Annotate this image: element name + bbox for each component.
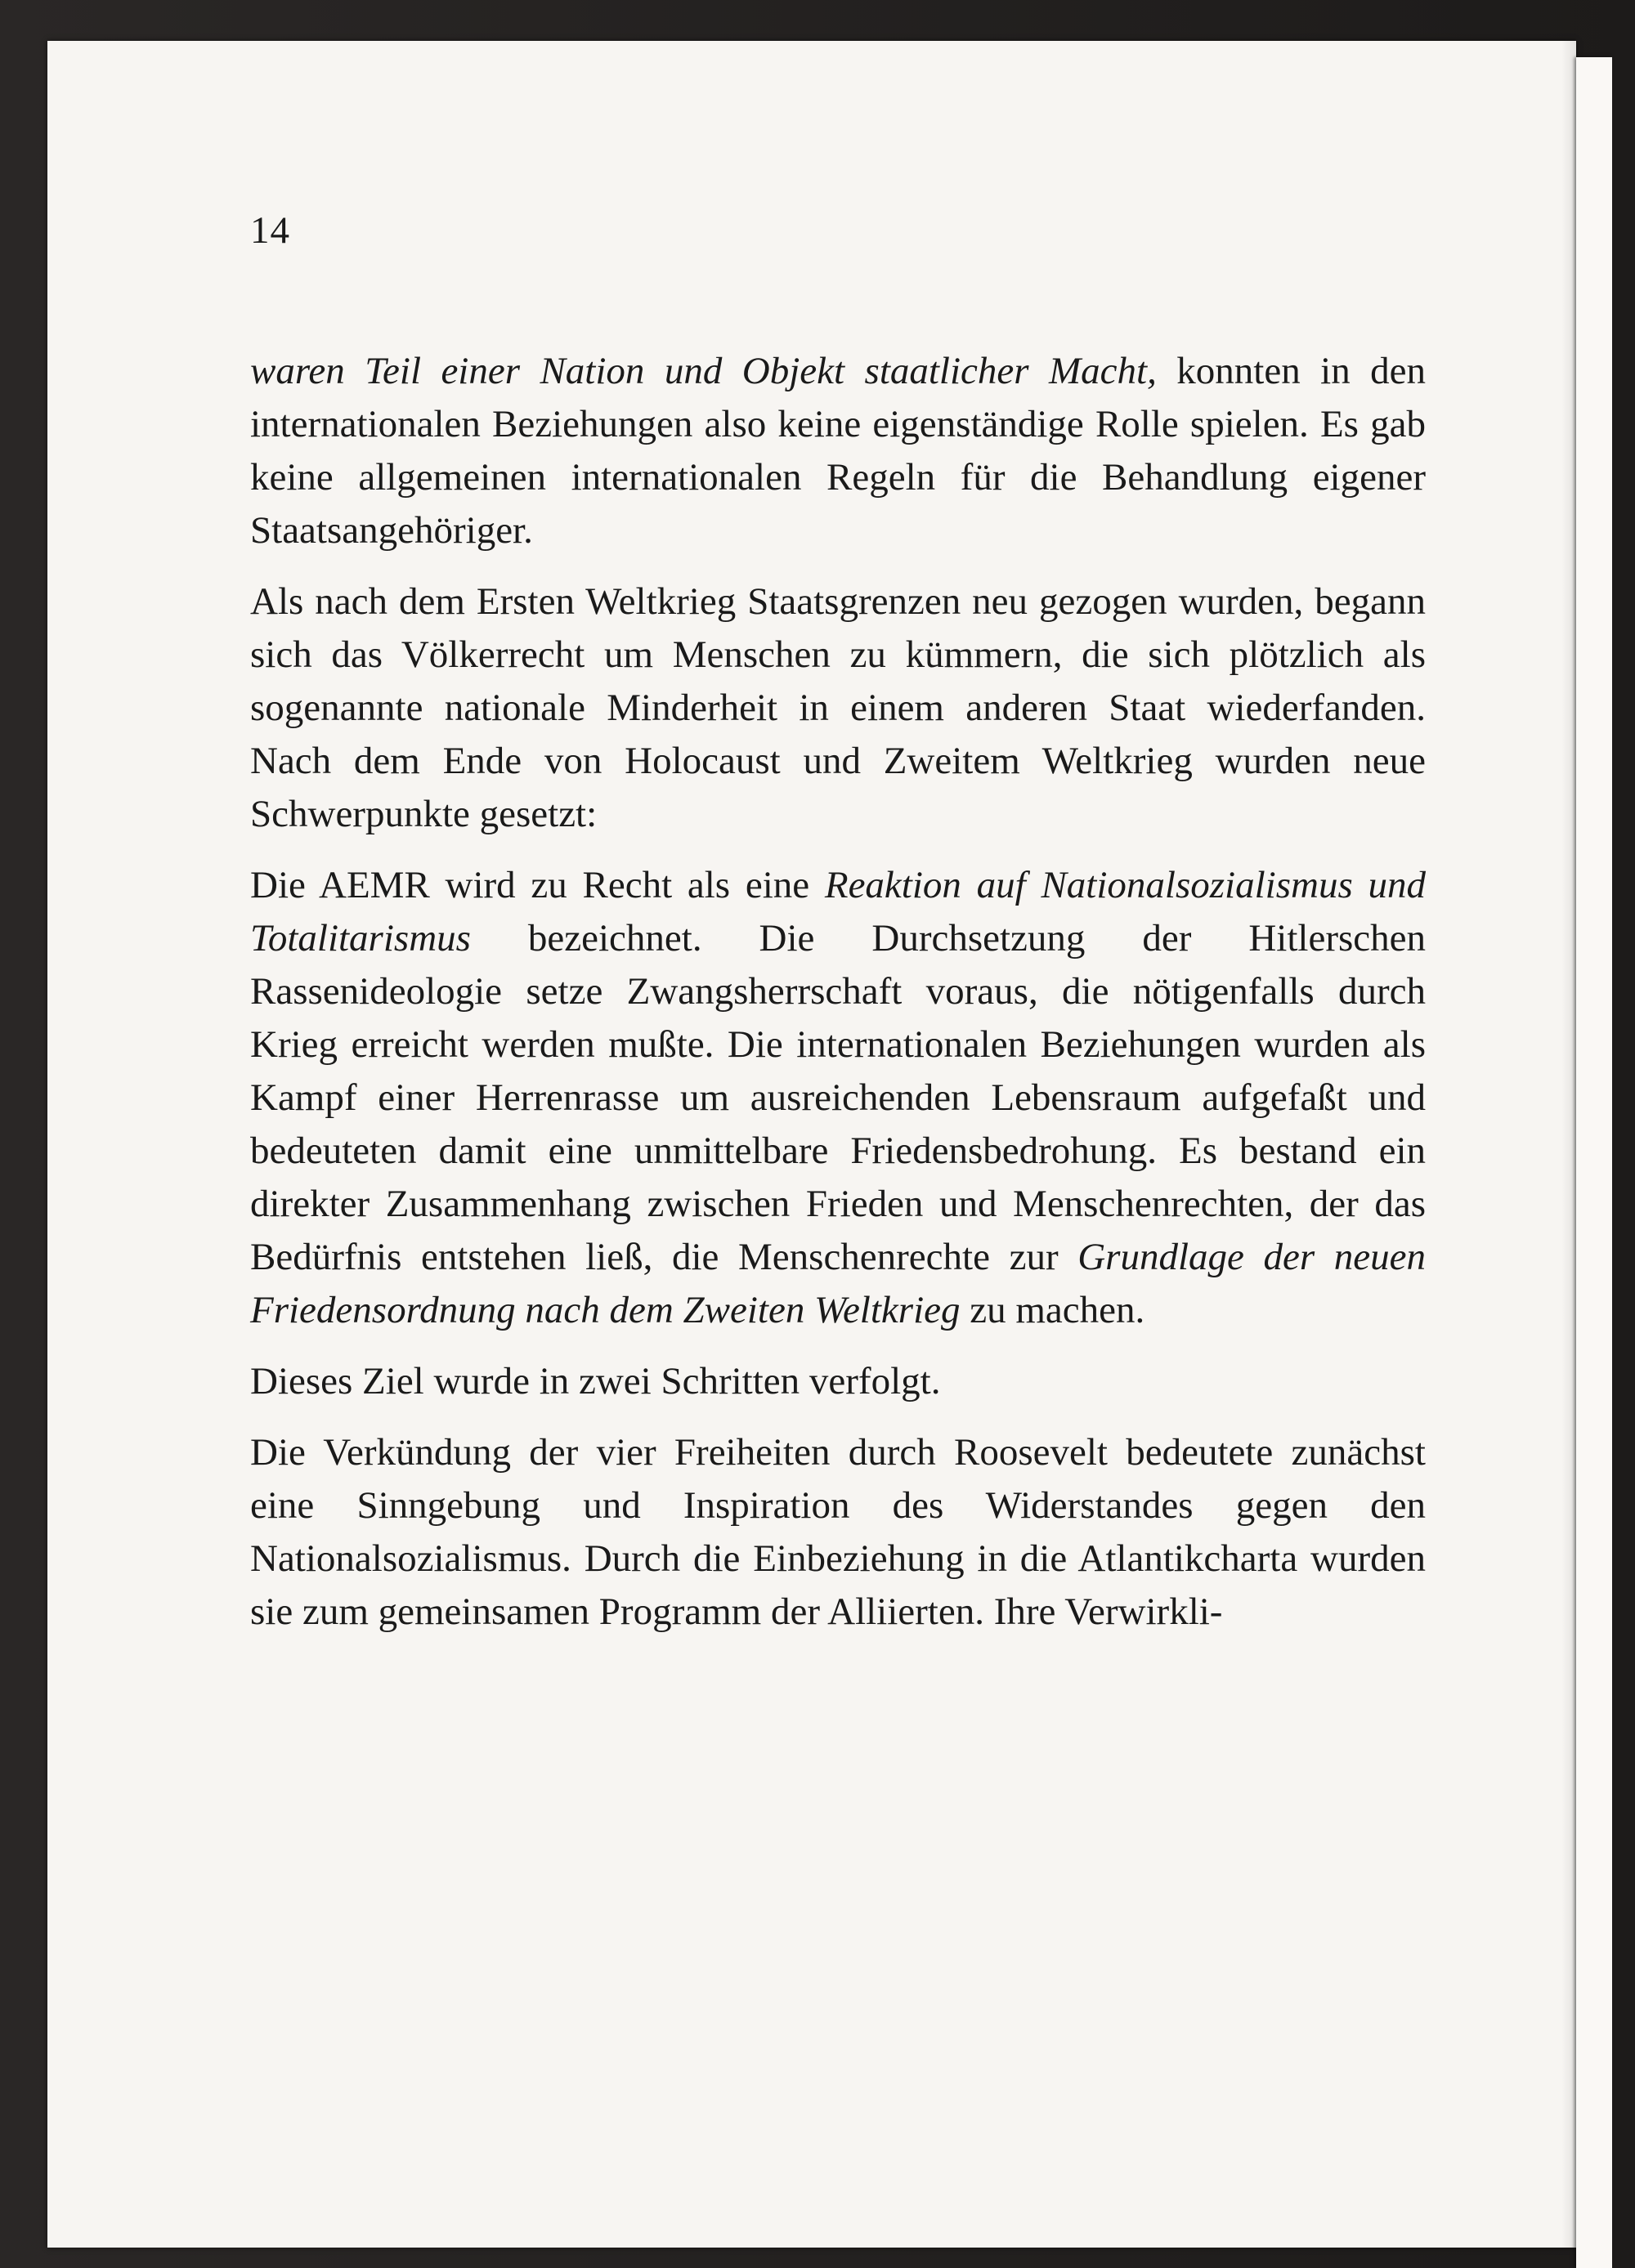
paragraph-3 <box>250 859 1426 1337</box>
paragraph-text: Dieses Ziel wurde in zwei Schritten verfolgt. <box>250 1360 941 1402</box>
paragraph-2 <box>250 575 1426 841</box>
paragraph-text: konnten in den internationalen Beziehungen also keine eigenständige Rolle spielen. Es gab keine allgemeinen internationalen Regeln für die Behandlung eigener Staatsangehöriger. <box>250 350 1426 552</box>
page-number: 14 <box>250 209 290 252</box>
italic-phrase: Grundlage der neuen Friedensordnung nach dem Zweiten Weltkrieg <box>250 1236 1426 1331</box>
book-page <box>47 41 1576 2248</box>
paragraph-text: Die Verkündung der vier Freiheiten durch Roosevelt bedeutete zunächst eine Sinngebung und Inspiration des Widerstandes gegen den Nationalsozialismus. Durch die Einbeziehung in die Atlantikcharta wurden sie zum gemeinsamen Programm der Alliierten. Ihre Verwirkli- <box>250 1431 1426 1633</box>
next-page-edge <box>1576 57 1612 2268</box>
italic-phrase: waren Teil einer Nation und Objekt staatlicher Macht, <box>250 350 1157 392</box>
paragraph-4 <box>250 1355 1426 1408</box>
italic-phrase: Reaktion auf Nationalsozialismus und Totalitarismus <box>250 864 1426 960</box>
paragraph-text: zu machen. <box>960 1289 1145 1331</box>
paragraph-5 <box>250 1426 1426 1639</box>
body-text <box>250 345 1426 1670</box>
paragraph-text: bezeichnet. Die Durchsetzung der Hitlerschen Rassenideologie setze Zwangsherrschaft voraus, die nötigenfalls durch Krieg erreicht werden mußte. Die internationalen Beziehungen wurden als Kampf einer Herrenrasse um ausreichenden Lebensraum aufgefaßt und bedeuteten damit eine unmittelbare Friedensbedrohung. Es bestand ein direkter Zusammenhang zwischen Frieden und Menschenrechten, der das Bedürfnis entstehen ließ, die Menschenrechte zur <box>250 917 1426 1278</box>
paragraph-text: Die AEMR wird zu Recht als eine <box>250 864 825 906</box>
paragraph-text: Als nach dem Ersten Weltkrieg Staatsgrenzen neu gezogen wurden, begann sich das Völkerrecht um Menschen zu kümmern, die sich plötzlich als sogenannte nationale Minderheit in einem anderen Staat wiederfanden. Nach dem Ende von Holocaust und Zweitem Weltkrieg wurden neue Schwerpunkte gesetzt: <box>250 580 1426 835</box>
paragraph-1 <box>250 345 1426 557</box>
